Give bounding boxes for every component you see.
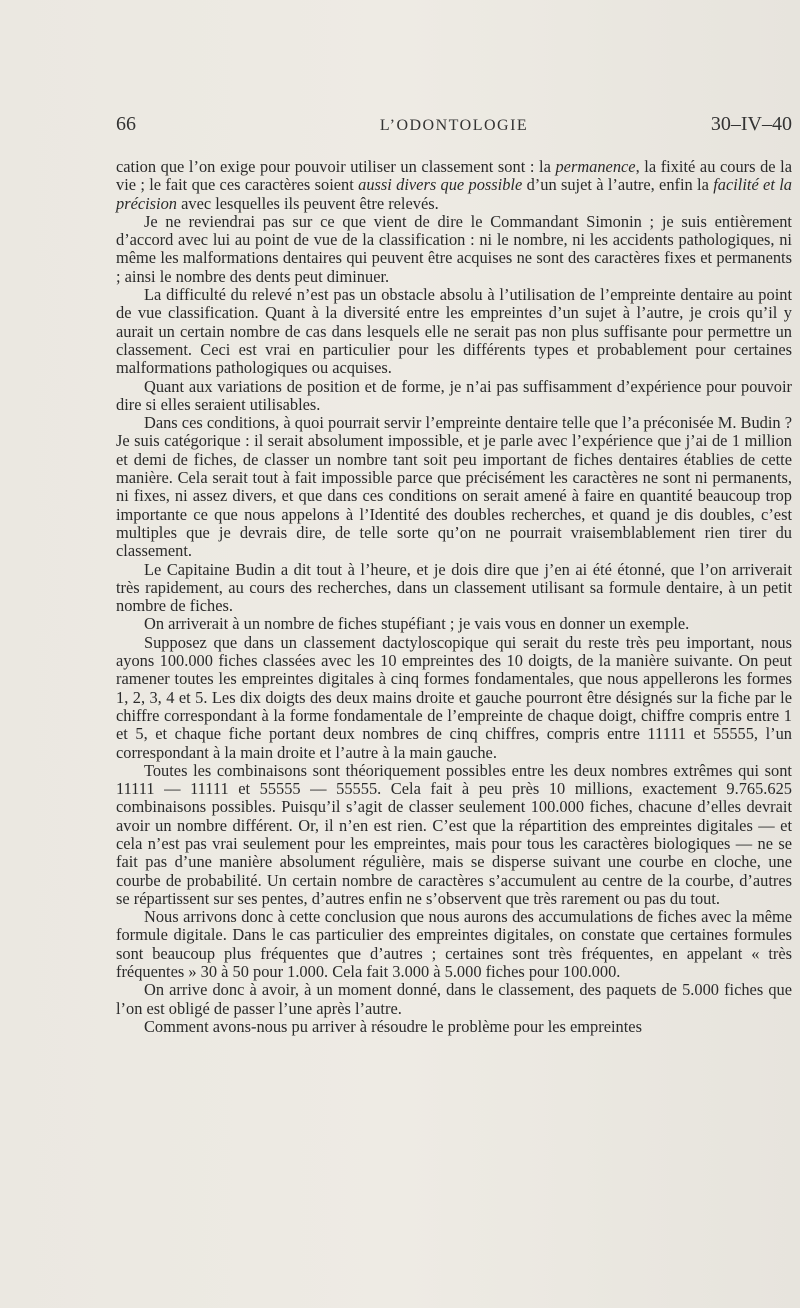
paragraph-4: Quant aux variations de position et de forme, je n’ai pas suffisamment d’expérience pour pouvoir dire si elles seraient utilisables. <box>116 376 792 414</box>
running-header <box>116 112 792 136</box>
paragraph-2: Je ne reviendrai pas sur ce que vient de dire le Commandant Simonin ; je suis entièrement d’accord avec lui au point de vue de la classification : ni le nombre, ni les accidents pathologiques, ni même les malformations dentaires qui peuvent être acquises ne sont des caractères fixes et permanents ; ainsi le nombre des dents peut diminuer. <box>116 211 792 286</box>
paragraph-8: Supposez que dans un classement dactyloscopique qui serait du reste très peu important, nous ayons 100.000 fiches classées avec les 10 empreintes des 10 doigts, de la manière suivante. On peut ramener toutes les empreintes digitales à cinq formes fondamentales, que nous appellerons les formes 1, 2, 3, 4 et 5. Les dix doigts des deux mains droite et gauche pourront être désignés sur la fiche par le chiffre correspondant à la forme fondamentale de l’empreinte de chaque doigt, chiffre compris entre 1 et 5, et chaque fiche portant deux nombres de cinq chiffres, compris entre 11111 et 55555, l’un correspondant à la main droite et l’autre à la main gauche. <box>116 632 792 762</box>
paragraph-7: On arriverait à un nombre de fiches stupéfiant ; je vais vous en donner un exemple. <box>144 614 690 634</box>
paragraph-1: cation que l’on exige pour pouvoir utiliser un classement sont : la permanence, la fixité au cours de la vie ; le fait que ces caractères soient aussi divers que possible d’un sujet à l’autre, enfin la facilité et la précision avec lesquelles ils peuvent être relevés. <box>116 157 793 213</box>
emphasis-permanence: permanence <box>555 157 636 176</box>
paragraph-11: On arrive donc à avoir, à un moment donné, dans le classement, des paquets de 5.000 fiches que l’on est obligé de passer l’une après l’autre. <box>116 980 792 1018</box>
journal-title: L’ODONTOLOGIE <box>379 117 529 134</box>
paragraph-3: La difficulté du relevé n’est pas un obstacle absolu à l’utilisation de l’empreinte dentaire au point de vue classification. Quant à la diversité entre les empreintes d’un sujet à l’autre, je crois qu’il y aurait un certain nombre de cas dans lesquels elle ne serait pas non plus suffisante pour permettre un classement. Ceci est vrai en particulier pour les différents types et probablement pour certaines malformations pathologiques ou acquises. <box>116 285 792 378</box>
page-number: 66 <box>116 113 136 135</box>
emphasis-facilite: facilité et la précision <box>116 175 792 213</box>
issue-date: 30–IV–40 <box>710 113 792 135</box>
paragraph-5: Dans ces conditions, à quoi pourrait servir l’empreinte dentaire telle que l’a préconisée M. Budin ? Je suis catégorique : il serait absolument impossible, et je parle avec l’expérience que j’ai de 1 million et demi de fiches, de classer un nombre tant soit peu important de fiches dentaires établies de cette manière. Cela serait tout à fait impossible parce que précisément les caractères ne sont ni permanents, ni fixes, ni assez divers, et que dans ces conditions on serait amené à faire en quantité beaucoup trop importante ce que nous appelons à l’Identité des doubles recherches, et quand je dis doubles, c’est multiples que je devrais dire, de telle sorte qu’on ne pourrait vraisemblablement rien tirer du classement. <box>116 413 792 561</box>
article-body <box>116 158 792 1036</box>
paragraph-6: Le Capitaine Budin a dit tout à l’heure, et je dois dire que j’en ai été étonné, que l’on arriverait très rapidement, au cours des recherches, dans un classement utilisant sa formule dentaire, à un petit nombre de fiches. <box>116 559 792 616</box>
paragraph-10: Nous arrivons donc à cette conclusion que nous aurons des accumulations de fiches avec la même formule digitale. Dans le cas particulier des empreintes digitales, on constate que certaines formules sont beaucoup plus fréquentes que d’autres ; certaines sont très fréquentes, en appelant « très fréquentes » 30 à 50 pour 1.000. Cela fait 3.000 à 5.000 fiches pour 100.000. <box>116 907 792 982</box>
emphasis-divers: aussi divers que possible <box>358 175 523 195</box>
paragraph-12: Comment avons-nous pu arriver à résoudre le problème pour les empreintes <box>144 1016 642 1036</box>
paragraph-9: Toutes les combinaisons sont théoriquement possibles entre les deux nombres extrêmes qui sont 11111 — 11111 et 55555 — 55555. Cela fait à peu près 10 millions, exactement 9.765.625 combinaisons possibles. Puisqu’il s’agit de classer seulement 100.000 fiches, chacune d’elles devrait avoir un nombre différent. Or, il n’en est rien. C’est que la répartition des empreintes digitales — et cela n’est pas vrai seulement pour les empreintes, mais pour tous les caractères biologiques — ne se fait pas d’une manière absolument régulière, mais se disperse suivant une courbe en cloche, une courbe de probabilité. Un certain nombre de caractères s’accumulent au centre de la courbe, d’autres se répartissent sur ses pentes, d’autres enfin ne s’observent que très rarement ou pas du tout. <box>116 760 792 908</box>
